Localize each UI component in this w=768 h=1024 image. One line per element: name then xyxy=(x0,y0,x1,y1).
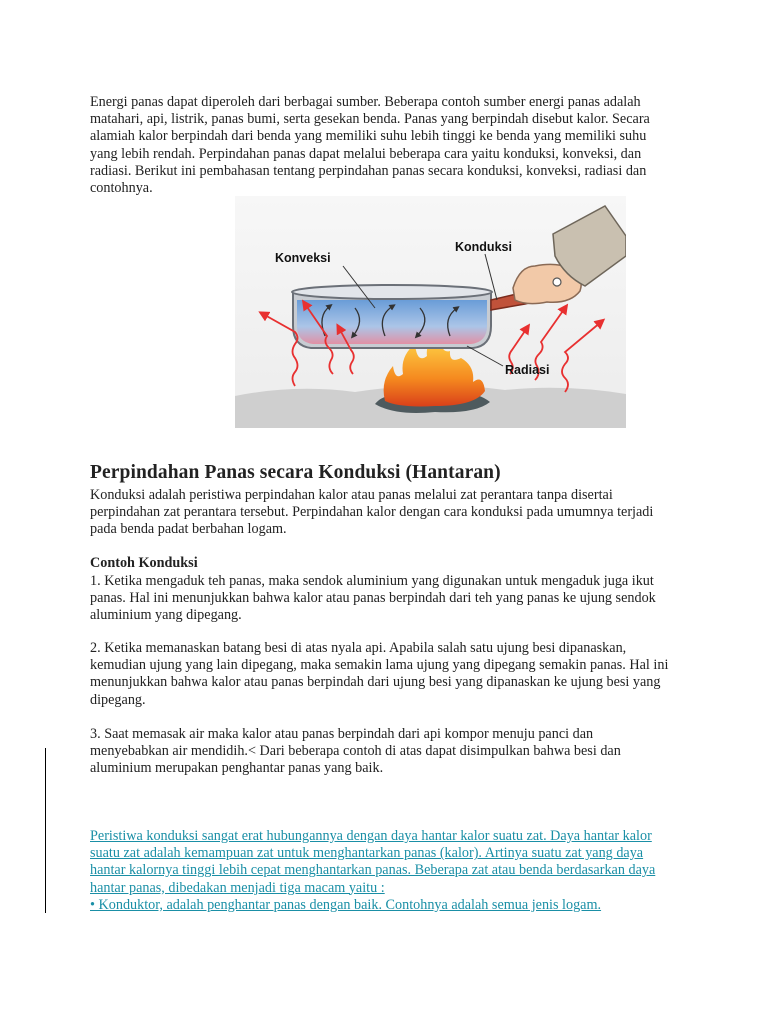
section-heading: Perpindahan Panas secara Konduksi (Hantaran) xyxy=(90,462,501,483)
example-3-paragraph: 3. Saat memasak air maka kalor atau panas berpindah dari api kompor menuju panci dan menyebabkan air mendidih.< Dari beberapa contoh di atas dapat disimpulkan bahwa besi dan aluminium merupakan penghantar panas yang baik. xyxy=(90,726,621,777)
linked-paragraph[interactable] xyxy=(90,828,670,914)
handle-rivet xyxy=(553,278,561,286)
example-2-paragraph: 2. Ketika memanaskan batang besi di atas nyala api. Apabila salah satu ujung besi dipanaskan, kemudian ujung yang lain dipegang, maka semakin lama ujung yang dipegang semakin panas. Hal ini menunjukkan bahwa kalor atau panas berpindah dari ujung besi yang dipanaskan ke ujung besi yang dipegang. xyxy=(90,640,669,708)
intro-paragraph: Energi panas dapat diperoleh dari berbagai sumber. Beberapa contoh sumber energi panas adalah matahari, api, listrik, panas bumi, serta gesekan benda. Panas yang berpindah disebut kalor. Secara alamiah kalor berpindah dari benda yang memiliki suhu lebih tinggi ke benda yang memiliki suhu yang lebih rendah. Perpindahan panas dapat melalui beberapa cara yaitu konduksi, konveksi, dan radiasi. Berikut ini pembahasan tentang perpindahan panas secara konduksi, konveksi, radiasi dan contohnya. xyxy=(90,94,650,197)
label-konduksi: Konduksi xyxy=(455,240,512,254)
margin-change-bar xyxy=(45,748,46,913)
pot-rim xyxy=(292,285,492,299)
linked-bullet-konduktor[interactable]: • Konduktor, adalah penghantar panas dengan baik. Contohnya adalah semua jenis logam. xyxy=(90,896,602,913)
example-1-paragraph: 1. Ketika mengaduk teh panas, maka sendok aluminium yang digunakan untuk mengaduk juga ikut panas. Hal ini menunjukkan bahwa kalor atau panas berpindah dari teh yang panas ke ujung sendok aluminium yang dipegang. xyxy=(90,573,656,624)
heat-transfer-illustration xyxy=(235,196,626,428)
heat-transfer-figure xyxy=(235,196,626,428)
example-heading: Contoh Konduksi xyxy=(90,555,198,571)
label-radiasi: Radiasi xyxy=(505,363,550,377)
definition-paragraph: Konduksi adalah peristiwa perpindahan kalor atau panas melalui zat perantara tanpa disertai perpindahan zat perantara tersebut. Perpindahan kalor dengan cara konduksi pada umumnya terjadi pada benda padat berbahan logam. xyxy=(90,487,654,538)
linked-paragraph-text[interactable]: Peristiwa konduksi sangat erat hubungannya dengan daya hantar kalor suatu zat. Daya hantar kalor suatu zat adalah kemampuan zat untuk menghantarkan panas (kalor). Artinya suatu zat yang daya hantar kalornya tinggi lebih cepat menghantarkan panas. Beberapa zat atau benda berdasarkan daya hantar panas, dibedakan menjadi tiga macam yaitu : xyxy=(90,828,656,896)
label-konveksi: Konveksi xyxy=(275,251,331,265)
